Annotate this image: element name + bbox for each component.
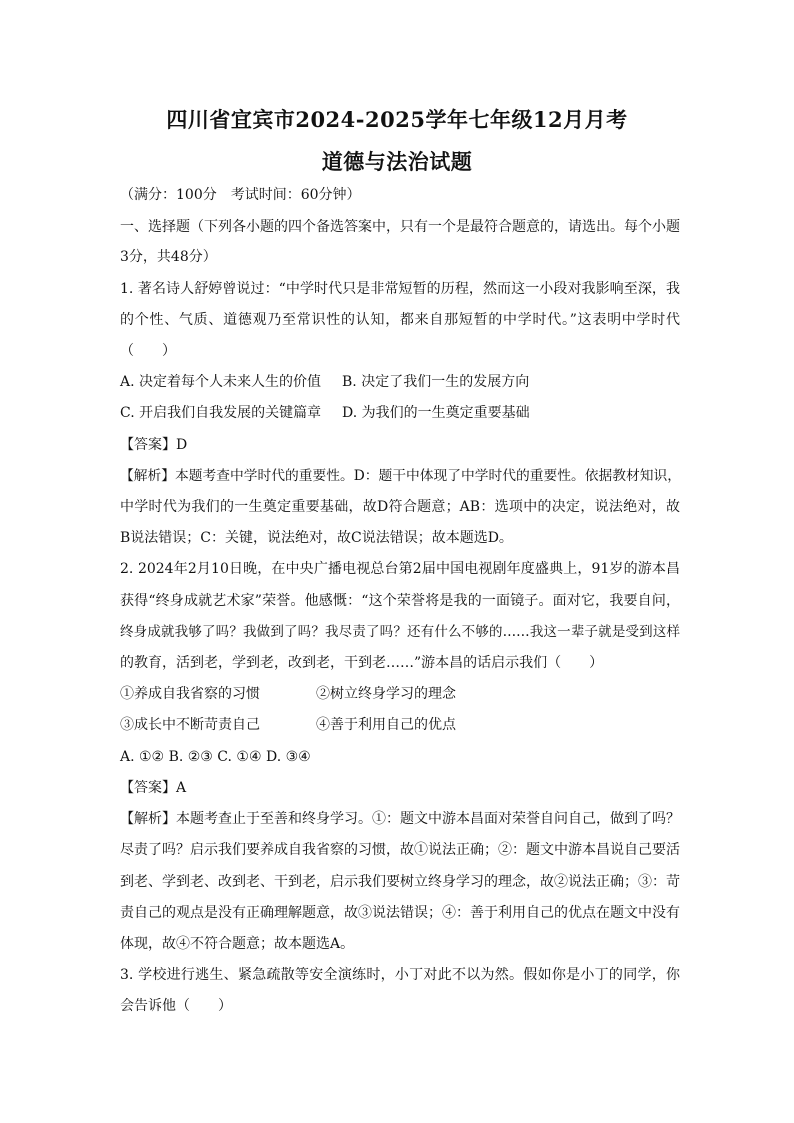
q2-item-2: ②树立终身学习的理念 [316, 686, 456, 702]
q1-option-a: A. 决定着每个人未来人生的价值 [120, 374, 322, 390]
q1-option-d: D. 为我们的一生奠定重要基础 [342, 405, 530, 421]
q2-item-3: ③成长中不断苛责自己 [120, 717, 260, 733]
q1-explanation: B说法错误；C：关键，说法绝对，故C说法错误；故本题选D。 [120, 530, 513, 546]
q2-explanation: 尽责了吗？启示我们要养成自我省察的习惯，故①说法正确；②：题文中游本昌说自己要活 [120, 842, 680, 858]
q1-answer: 【答案】D [120, 437, 188, 453]
q2-items-row1 [120, 685, 680, 703]
q2-stem: 终身成就我够了吗？我做到了吗？我尽责了吗？还有什么不够的……我这一辈子就是受到这样 [120, 624, 680, 640]
q1-stem: （ ） [120, 343, 176, 359]
exam-meta: （满分：100分 考试时间：60分钟） [120, 187, 361, 203]
q2-explanation: 【解析】本题考查止于至善和终身学习。①：题文中游本昌面对荣誉自问自己，做到了吗？ [120, 811, 680, 827]
q1-explanation: 【解析】本题考查中学时代的重要性。D：题干中体现了中学时代的重要性。依据教材知识， [120, 468, 682, 484]
q2-stem: 的教育，活到老，学到老，改到老，干到老……”游本昌的话启示我们（ ） [120, 655, 604, 671]
q1-stem: 1. 著名诗人舒婷曾说过：“中学时代只是非常短暂的历程，然而这一小段对我影响至深，我 [120, 281, 680, 297]
q2-stem: 获得“终身成就艺术家”荣誉。他感慨：“这个荣誉将是我的一面镜子。面对它，我要自问， [120, 593, 680, 609]
q1-stem: 的个性、气质、道德观乃至常识性的认知，都来自那短暂的中学时代。”这表明中学时代 [120, 312, 680, 328]
q1-option-c: C. 开启我们自我发展的关键篇章 [120, 405, 322, 421]
q3-stem: 3. 学校进行逃生、紧急疏散等安全演练时，小丁对此不以为然。假如你是小丁的同学，你 [120, 967, 680, 983]
q2-item-4: ④善于利用自己的优点 [316, 717, 456, 733]
q2-answer: 【答案】A [120, 780, 187, 796]
q1-options-row2 [120, 404, 680, 422]
q1-option-b: B. 决定了我们一生的发展方向 [342, 374, 530, 390]
exam-title: 四川省宜宾市2024-2025学年七年级12月月考 [166, 107, 628, 132]
q2-options: A. ①② B. ②③ C. ①④ D. ③④ [120, 749, 311, 765]
q1-options-row1 [120, 373, 680, 391]
exam-subtitle: 道德与法治试题 [321, 149, 473, 174]
section-heading-cont: 3分，共48分） [120, 249, 217, 265]
q3-stem: 会告诉他（ ） [120, 998, 232, 1014]
q2-explanation: 责自己的观点是没有正确理解题意，故③说法错误；④：善于利用自己的优点在题文中没有 [120, 905, 680, 921]
section-heading: 一、选择题（下列各小题的四个备选答案中，只有一个是最符合题意的，请选出。每个小题 [120, 219, 680, 235]
q1-explanation: 中学时代为我们的一生奠定重要基础，故D符合题意；AB：选项中的决定，说法绝对，故 [120, 499, 680, 515]
q2-stem: 2. 2024年2月10日晚，在中央广播电视总台第2届中国电视剧年度盛典上，91岁的游本昌 [120, 561, 680, 577]
q2-items-row2 [120, 716, 680, 734]
q2-explanation: 到老、学到老、改到老、干到老，启示我们要树立终身学习的理念，故②说法正确；③：苛 [120, 874, 680, 890]
q2-item-1: ①养成自我省察的习惯 [120, 686, 260, 702]
q2-explanation: 体现，故④不符合题意；故本题选A。 [120, 936, 355, 952]
